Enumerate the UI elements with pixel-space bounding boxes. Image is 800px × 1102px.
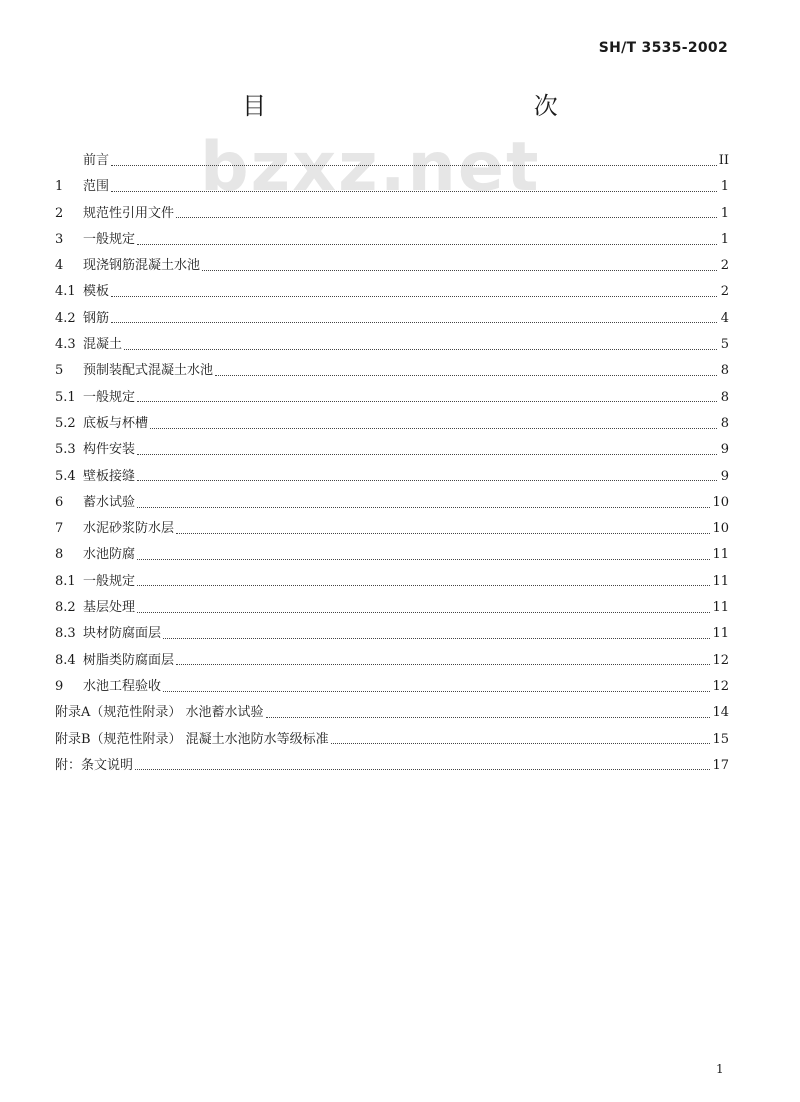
- toc-page: 10: [712, 521, 729, 537]
- toc-page: 11: [712, 573, 729, 589]
- toc-number: 6: [55, 494, 64, 510]
- toc-entry[interactable]: [55, 675, 729, 701]
- leader-dots: [137, 612, 710, 613]
- toc-number: 4: [55, 258, 64, 274]
- toc-label: 树脂类防腐面层: [83, 652, 175, 668]
- toc-page: 8: [720, 415, 729, 431]
- leader-dots: [176, 217, 717, 218]
- toc-entry[interactable]: [55, 491, 729, 517]
- toc-number: 8.4: [55, 652, 76, 668]
- toc-entry[interactable]: [55, 622, 729, 648]
- toc-entry[interactable]: [55, 228, 729, 254]
- toc-number: 8.1: [55, 573, 76, 589]
- toc-page: 5: [720, 337, 729, 353]
- toc-label: 基层处理: [83, 600, 136, 616]
- toc-page: 9: [720, 442, 729, 458]
- toc-number: 4.3: [55, 337, 76, 353]
- toc-label: 一般规定: [83, 573, 136, 589]
- toc-label: 一般规定: [83, 389, 136, 405]
- toc-number: 7: [55, 521, 64, 537]
- leader-dots: [137, 244, 717, 245]
- toc-label: 模板: [83, 284, 110, 300]
- toc-page: 1: [720, 179, 729, 195]
- toc-entry[interactable]: [55, 438, 729, 464]
- toc-entry[interactable]: [55, 754, 729, 780]
- toc-entry[interactable]: [55, 386, 729, 412]
- toc-entry[interactable]: [55, 359, 729, 385]
- toc-label: 蓄水试验: [83, 494, 136, 510]
- toc-page: 1: [720, 205, 729, 221]
- toc-label: 壁板接缝: [83, 468, 136, 484]
- toc-label: 混凝土: [83, 337, 123, 353]
- toc-label: 底板与杯槽: [83, 415, 149, 431]
- toc-page: 8: [720, 363, 729, 379]
- toc-label: 范围: [83, 179, 110, 195]
- leader-dots: [150, 428, 717, 429]
- toc-page: 8: [720, 389, 729, 405]
- toc-entry[interactable]: [55, 465, 729, 491]
- toc-number: 4.2: [55, 310, 76, 326]
- toc-entry[interactable]: [55, 701, 729, 727]
- toc-entry[interactable]: [55, 175, 729, 201]
- toc-page: 14: [712, 705, 729, 721]
- toc-entry[interactable]: [55, 570, 729, 596]
- toc-entry[interactable]: [55, 307, 729, 333]
- toc-page: 17: [712, 757, 729, 773]
- toc-page: 11: [712, 547, 729, 563]
- toc-page: 11: [712, 600, 729, 616]
- toc-page: II: [718, 153, 729, 168]
- toc-number: 3: [55, 231, 64, 247]
- leader-dots: [111, 165, 717, 166]
- toc-page: 12: [712, 652, 729, 668]
- leader-dots: [137, 559, 710, 560]
- toc-label: 附：条文说明: [55, 757, 134, 773]
- toc-page: 2: [720, 258, 729, 274]
- page-title: 目 次: [242, 92, 688, 120]
- toc-label: 块材防腐面层: [83, 626, 162, 642]
- leader-dots: [331, 743, 711, 744]
- toc-label: 现浇钢筋混凝土水池: [83, 258, 201, 274]
- toc-entry[interactable]: [55, 649, 729, 675]
- toc-page: 1: [720, 231, 729, 247]
- standard-code: SH/T 3535-2002: [598, 40, 728, 56]
- leader-dots: [137, 480, 717, 481]
- page-number: 1: [716, 1062, 724, 1076]
- toc-number: 4.1: [55, 284, 76, 300]
- toc-label: 构件安装: [83, 442, 136, 458]
- leader-dots: [163, 638, 710, 639]
- toc-label: 一般规定: [83, 231, 136, 247]
- leader-dots: [215, 375, 717, 376]
- toc-label: 前言: [83, 153, 110, 168]
- leader-dots: [163, 691, 710, 692]
- toc-entry[interactable]: [55, 254, 729, 280]
- toc-entry[interactable]: [55, 412, 729, 438]
- toc-page: 15: [712, 731, 729, 747]
- toc-number: 1: [55, 179, 64, 195]
- leader-dots: [124, 349, 717, 350]
- toc-page: 10: [712, 494, 729, 510]
- leader-dots: [176, 533, 710, 534]
- leader-dots: [111, 296, 717, 297]
- toc-entry[interactable]: [55, 149, 729, 175]
- toc-page: 4: [720, 310, 729, 326]
- leader-dots: [137, 401, 717, 402]
- leader-dots: [111, 322, 717, 323]
- toc-number: 5.2: [55, 415, 76, 431]
- toc-entry[interactable]: [55, 596, 729, 622]
- toc-label: 预制装配式混凝土水池: [83, 363, 214, 379]
- table-of-contents: [55, 149, 729, 780]
- toc-page: 9: [720, 468, 729, 484]
- toc-entry[interactable]: [55, 728, 729, 754]
- toc-label: 水池防腐: [83, 547, 136, 563]
- toc-number: 2: [55, 205, 64, 221]
- toc-label: 钢筋: [83, 310, 110, 326]
- toc-number: 5.1: [55, 389, 76, 405]
- toc-page: 2: [720, 284, 729, 300]
- toc-page: 12: [712, 678, 729, 694]
- leader-dots: [176, 664, 710, 665]
- toc-number: 5.3: [55, 442, 76, 458]
- toc-page: 11: [712, 626, 729, 642]
- toc-label: 规范性引用文件: [83, 205, 175, 221]
- leader-dots: [137, 507, 710, 508]
- toc-entry[interactable]: [55, 280, 729, 306]
- toc-number: 8.3: [55, 626, 76, 642]
- toc-number: 5.4: [55, 468, 76, 484]
- toc-number: 9: [55, 678, 64, 694]
- leader-dots: [111, 191, 717, 192]
- leader-dots: [266, 717, 711, 718]
- toc-number: 8: [55, 547, 64, 563]
- watermark: bzxz.net: [200, 128, 541, 207]
- toc-label: 水池工程验收: [83, 678, 162, 694]
- leader-dots: [202, 270, 717, 271]
- toc-label: 水泥砂浆防水层: [83, 521, 175, 537]
- toc-label: 附录B（规范性附录） 混凝土水池防水等级标准: [55, 731, 329, 747]
- toc-number: 8.2: [55, 600, 76, 616]
- leader-dots: [137, 585, 710, 586]
- toc-entry[interactable]: [55, 333, 729, 359]
- toc-label: 附录A（规范性附录） 水池蓄水试验: [55, 705, 264, 721]
- leader-dots: [137, 454, 717, 455]
- toc-number: 5: [55, 363, 64, 379]
- leader-dots: [135, 769, 710, 770]
- toc-entry[interactable]: [55, 543, 729, 569]
- toc-entry[interactable]: [55, 202, 729, 228]
- toc-entry[interactable]: [55, 517, 729, 543]
